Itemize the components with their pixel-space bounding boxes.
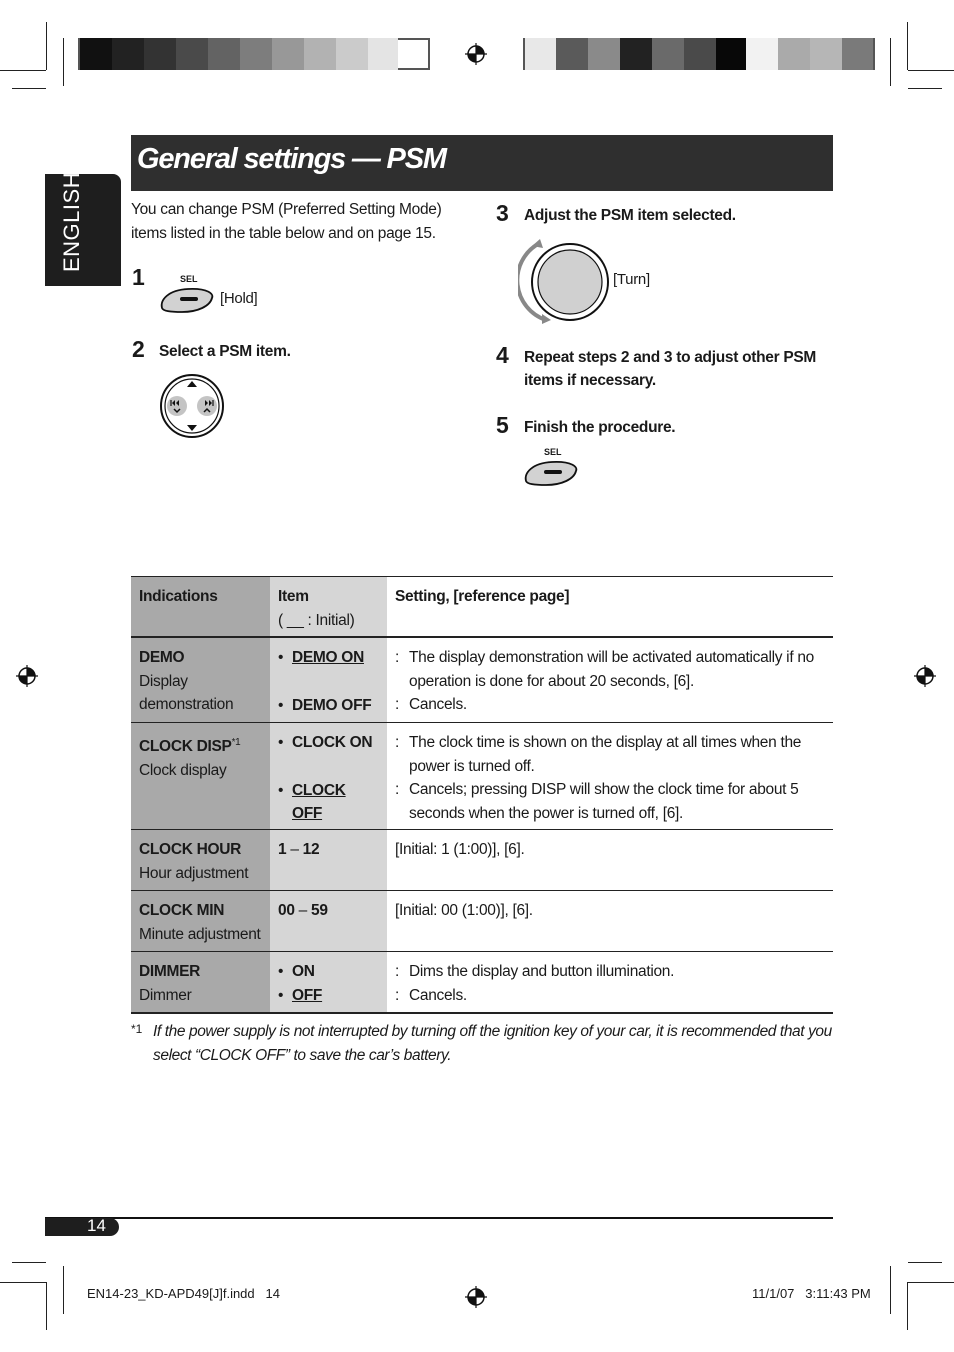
- registration-mark-icon: [465, 43, 487, 65]
- step-number: 2: [132, 336, 145, 362]
- crop-mark: [907, 1282, 908, 1330]
- table-row: [131, 638, 833, 722]
- item-value: DEMO OFF: [292, 696, 372, 714]
- range-from: 00: [278, 902, 295, 919]
- header-item-note: ( __ : Initial): [278, 611, 355, 629]
- range-to: 59: [311, 902, 328, 919]
- registration-mark-icon: [914, 665, 936, 687]
- table-row: [131, 952, 833, 1012]
- footer-rule: [45, 1217, 833, 1219]
- crop-mark: [63, 38, 64, 86]
- step-number: 4: [496, 342, 509, 368]
- step-number: 3: [496, 200, 509, 226]
- item-value: CLOCK ON: [292, 734, 373, 751]
- intro-text: You can change PSM (Preferred Setting Mode) items listed in the table below and on page 15.: [131, 201, 442, 242]
- crop-mark: [890, 1266, 891, 1314]
- page-number: 14: [87, 1216, 106, 1235]
- sel-button-icon: [522, 459, 580, 487]
- control-dial-icon: [518, 238, 612, 326]
- crop-mark: [12, 1262, 46, 1263]
- indication-code: DIMMER: [139, 963, 201, 980]
- table-row: [131, 891, 833, 951]
- header-item: [270, 577, 387, 636]
- range-to: 12: [302, 841, 320, 858]
- sel-button-label: SEL: [180, 274, 198, 284]
- step-text: Adjust the PSM item selected.: [524, 207, 736, 224]
- item-value: ON: [292, 963, 315, 980]
- step-number: 1: [132, 264, 145, 290]
- step-text: Finish the procedure.: [524, 419, 676, 436]
- table-row: [131, 830, 833, 890]
- header-indications: Indications: [131, 577, 270, 636]
- item-cell: • ON • OFF: [270, 952, 387, 1012]
- language-tab: [45, 171, 121, 286]
- crop-mark: [908, 1282, 954, 1283]
- sel-button-icon: [158, 286, 216, 314]
- crop-mark: [890, 38, 891, 86]
- footnote-ref: *1: [231, 737, 241, 748]
- psm-settings-table: [131, 576, 833, 1014]
- step-text: Select a PSM item.: [159, 343, 291, 360]
- indication-code: [139, 731, 262, 759]
- indication-desc: Clock display: [139, 761, 227, 779]
- setting-cell: [Initial: 00 (1:00)], [6].: [387, 891, 833, 951]
- indication-desc: Display demonstration: [139, 672, 234, 713]
- registration-mark-icon: [465, 1286, 487, 1308]
- header-item-label: Item: [278, 588, 309, 605]
- indication-desc: Hour adjustment: [139, 864, 249, 882]
- indication-code: CLOCK HOUR: [139, 841, 242, 858]
- step-text: Repeat steps 2 and 3 to adjust other PSM items if necessary.: [524, 349, 817, 389]
- footnote-mark: *1: [131, 1022, 143, 1036]
- crop-mark: [0, 1282, 46, 1283]
- indication-code: CLOCK MIN: [139, 902, 225, 919]
- crop-mark: [46, 22, 47, 70]
- setting-cell: [Initial: 1 (1:00)], [6].: [387, 830, 833, 890]
- setting-cell: : The display demonstration will be activated automatically if no operation is done for about 20 seconds, [6]. : Cancels.: [387, 638, 833, 722]
- range-dash: –: [294, 902, 311, 919]
- four-way-control-icon: [158, 372, 226, 440]
- crop-mark: [63, 1266, 64, 1314]
- print-file-info: EN14-23_KD-APD49[J]f.indd 14: [87, 1286, 280, 1301]
- indication-code: DEMO: [139, 649, 185, 666]
- page-number-tab: [45, 1218, 119, 1236]
- table-header-row: [131, 577, 833, 636]
- crop-mark: [908, 1262, 942, 1263]
- setting-cell: : Dims the display and button illumination. : Cancels.: [387, 952, 833, 1012]
- header-setting: Setting, [reference page]: [387, 577, 833, 636]
- table-row: [131, 723, 833, 829]
- sel-button-label: SEL: [544, 447, 562, 457]
- crop-mark: [46, 1282, 47, 1330]
- print-datetime: 11/1/07 3:11:43 PM: [752, 1286, 871, 1301]
- step-number: 5: [496, 412, 509, 438]
- setting-text: The clock time is shown on the display at all times when the power is turned off.: [409, 734, 802, 775]
- item-value: DEMO ON: [292, 649, 364, 666]
- indication-cell: [131, 830, 270, 890]
- item-cell: • DEMO ON • DEMO OFF: [270, 638, 387, 722]
- item-cell: • CLOCK ON • CLOCK OFF: [270, 723, 387, 829]
- setting-cell: : The clock time is shown on the display at all times when the power is turned off. : Cancels; pressing DISP will show the clock time for about 5 seconds when the power is turned off, [6].: [387, 723, 833, 829]
- indication-desc: Dimmer: [139, 986, 192, 1004]
- crop-mark: [908, 70, 954, 71]
- turn-label: [Turn]: [613, 271, 650, 288]
- item-value: OFF: [292, 986, 323, 1004]
- indication-code-text: CLOCK DISP: [139, 738, 232, 756]
- indication-cell: [131, 952, 270, 1012]
- setting-text: Cancels.: [409, 696, 467, 713]
- language-label: ENGLISH: [59, 171, 84, 272]
- hold-label: [Hold]: [220, 290, 258, 307]
- crop-mark: [907, 22, 908, 70]
- crop-mark: [908, 88, 942, 89]
- setting-text: Cancels; pressing DISP will show the clock time for about 5 seconds when the power is turned off, [6].: [409, 781, 799, 822]
- range-from: 1: [278, 841, 287, 858]
- table-rule: [131, 1012, 833, 1014]
- item-cell: [270, 891, 387, 951]
- item-value: CLOCK OFF: [292, 781, 346, 822]
- registration-mark-icon: [16, 665, 38, 687]
- setting-text: Cancels.: [409, 986, 467, 1004]
- item-cell: [270, 830, 387, 890]
- crop-mark: [0, 70, 46, 71]
- indication-desc: Minute adjustment: [139, 925, 261, 943]
- indication-cell: [131, 638, 270, 722]
- page-title: General settings — PSM: [137, 143, 446, 175]
- footnote-text: If the power supply is not interrupted by turning off the ignition key of your car, it is recommended that you select “CLOCK OFF” to save the car’s battery.: [153, 1023, 832, 1064]
- indication-cell: [131, 723, 270, 829]
- setting-text: Dims the display and button illumination.: [409, 963, 675, 980]
- crop-mark: [12, 88, 46, 89]
- range-dash: –: [286, 841, 303, 858]
- title-bar: [131, 135, 833, 191]
- indication-cell: [131, 891, 270, 951]
- setting-text: The display demonstration will be activated automatically if no operation is done for about 20 seconds, [6].: [409, 649, 814, 690]
